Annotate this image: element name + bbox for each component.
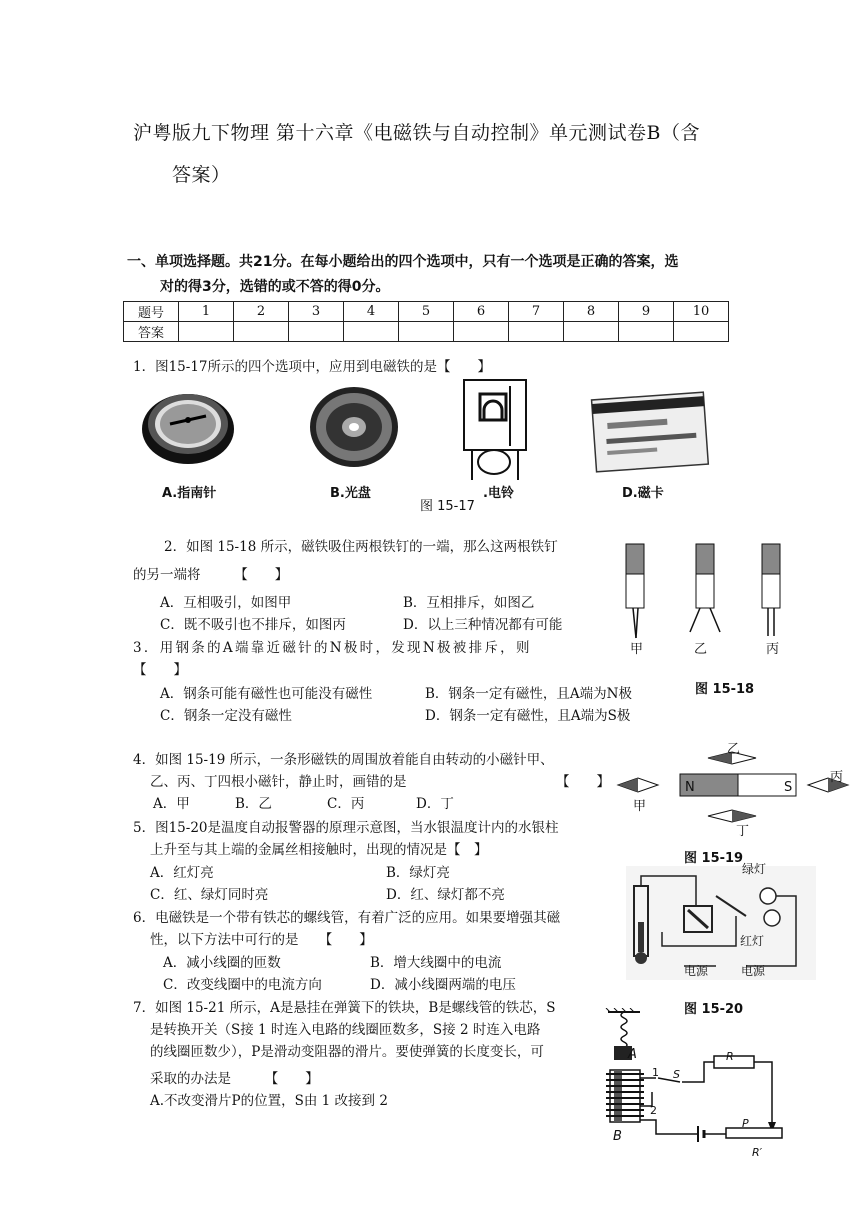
figure-15-18-label-bing: 丙 — [766, 642, 780, 657]
fig21-label-2: 2 — [650, 1104, 657, 1117]
question-4-line2: 乙、丙、丁四根小磁针，静止时，画错的是 — [150, 774, 407, 790]
section-heading-line1: 一、单项选择题。共21分。在每小题给出的四个选项中，只有一个选项是正确的答案，选 — [127, 254, 679, 270]
table-cell-number: 1 — [179, 302, 234, 322]
question-7-line4: 采取的办法是 【 】 — [150, 1071, 319, 1087]
fig21-label-s: S — [673, 1068, 680, 1081]
question-6-option-c: C．改变线圈中的电流方向 — [163, 977, 322, 993]
bell-image — [462, 376, 530, 486]
fig21-label-a: A — [628, 1047, 637, 1062]
green-lamp-label: 绿灯 — [742, 862, 767, 876]
table-header-label: 题号 — [124, 302, 179, 322]
fig21-label-p: P — [742, 1117, 749, 1130]
question-7-line1: 7．如图 15-21 所示，A是悬挂在弹簧下的铁块，B是螺线管的铁芯，S — [133, 1000, 556, 1016]
table-cell-number: 5 — [399, 302, 454, 322]
answer-cell[interactable] — [564, 322, 619, 342]
question-2-line1: 2．如图 15-18 所示，磁铁吸住两根铁钉的一端，那么这两根铁钉 — [164, 539, 558, 555]
question-3-option-d: D．钢条一定有磁性，且A端为S极 — [425, 708, 631, 724]
question-3-line1: 3．用钢条的A端靠近磁针的N极时，发现N极被排斥，则 — [133, 640, 532, 656]
table-cell-number: 7 — [509, 302, 564, 322]
answer-cell[interactable] — [454, 322, 509, 342]
table-cell-number: 2 — [234, 302, 289, 322]
question-4-line1: 4．如图 15-19 所示，一条形磁铁的周围放着能自由转动的小磁针甲、 — [133, 752, 554, 768]
question-3-option-b: B．钢条一定有磁性，且A端为N极 — [425, 686, 632, 702]
figure-15-18-label-yi: 乙 — [694, 642, 708, 657]
answer-cell[interactable] — [509, 322, 564, 342]
option-a-label: A.指南针 — [162, 486, 217, 501]
figure-15-19-label-ding: 丁 — [736, 824, 750, 839]
question-6-option-b: B．增大线圈中的电流 — [370, 955, 502, 971]
question-7-option-a: A.不改变滑片P的位置，S由 1 改接到 2 — [150, 1093, 388, 1109]
table-row-numbers — [124, 302, 729, 322]
answer-cell[interactable] — [234, 322, 289, 342]
compass-image — [140, 384, 236, 466]
question-4-option-b: B．乙 — [235, 796, 272, 812]
question-1-text: 1．图15-17所示的四个选项中，应用到电磁铁的是【 】 — [133, 359, 492, 375]
fig21-label-rprime: R′ — [752, 1146, 763, 1159]
card-image — [588, 390, 712, 476]
question-2-line2: 的另一端将 【 】 — [133, 567, 289, 583]
question-6-line2: 性，以下方法中可行的是 【 】 — [150, 932, 373, 948]
figure-15-19-caption: 图 15-19 — [684, 851, 744, 866]
question-2-option-d: D．以上三种情况都有可能 — [403, 617, 563, 633]
question-7-line2: 是转换开关（S接 1 时连入电路的线圈匝数多，S接 2 时连入电路 — [150, 1022, 541, 1038]
figure-15-19-label-bing: 丙 — [830, 770, 844, 785]
figure-15-20-caption: 图 15-20 — [684, 1002, 744, 1017]
figure-15-20-alarm-circuit — [626, 866, 816, 980]
figure-15-19-label-jia: 甲 — [633, 799, 647, 814]
answer-cell[interactable] — [674, 322, 729, 342]
question-7-line3: 的线圈匝数少），P是滑动变阻器的滑片。要使弹簧的长度变长，可 — [150, 1044, 544, 1060]
figure-15-17-caption: 图 15-17 — [420, 499, 475, 514]
question-2-option-a: A．互相吸引，如图甲 — [160, 595, 292, 611]
disc-image — [306, 384, 402, 470]
power-source-2-label: 电源 — [741, 964, 766, 978]
fig21-label-b: B — [613, 1129, 622, 1144]
question-4-option-d: D．丁 — [416, 796, 454, 812]
table-answer-label: 答案 — [124, 322, 179, 342]
question-5-option-a: A．红灯亮 — [150, 865, 214, 881]
question-5-option-d: D．红、绿灯都不亮 — [386, 887, 505, 903]
answer-cell[interactable] — [619, 322, 674, 342]
table-cell-number: 4 — [344, 302, 399, 322]
section-heading-line2: 对的得3分，选错的或不答的得0分。 — [160, 279, 390, 295]
figure-15-19-label-yi: 乙 — [727, 742, 741, 757]
table-cell-number: 8 — [564, 302, 619, 322]
answer-cell[interactable] — [344, 322, 399, 342]
option-b-label: B.光盘 — [330, 486, 371, 501]
fig21-label-r: R — [726, 1050, 734, 1063]
question-5-option-c: C．红、绿灯同时亮 — [150, 887, 269, 903]
question-3-option-a: A．钢条可能有磁性也可能没有磁性 — [160, 686, 373, 702]
answer-cell[interactable] — [179, 322, 234, 342]
fig21-label-1: 1 — [652, 1066, 659, 1079]
table-cell-number: 6 — [454, 302, 509, 322]
figure-15-18-label-jia: 甲 — [630, 642, 644, 657]
page-title-line2: 答案） — [172, 164, 231, 186]
page-title-line1: 沪粤版九下物理 第十六章《电磁铁与自动控制》单元测试卷B（含 — [133, 122, 701, 144]
question-3-line2: 【 】 — [133, 662, 187, 678]
question-4-bracket: 【 】 — [556, 774, 610, 790]
question-2-option-b: B．互相排斥，如图乙 — [403, 595, 535, 611]
table-cell-number: 3 — [289, 302, 344, 322]
question-4-option-c: C．丙 — [327, 796, 365, 812]
table-row-answers — [124, 322, 729, 342]
question-5-line2: 上升至与其上端的金属丝相接触时，出现的情况是【 】 — [150, 842, 488, 858]
figure-15-19-bar-magnet — [614, 748, 854, 828]
figure-15-18-caption: 图 15-18 — [695, 682, 755, 697]
answer-table — [123, 301, 729, 342]
red-lamp-label: 红灯 — [740, 934, 765, 948]
table-cell-number: 10 — [674, 302, 729, 322]
question-6-line1: 6．电磁铁是一个带有铁芯的螺线管，有着广泛的应用。如果要增强其磁 — [133, 910, 561, 926]
option-d-label: D.磁卡 — [622, 486, 664, 501]
question-6-option-d: D．减小线圈两端的电压 — [370, 977, 516, 993]
question-2-option-c: C．既不吸引也不排斥，如图丙 — [160, 617, 346, 633]
table-cell-number: 9 — [619, 302, 674, 322]
question-6-option-a: A．减小线圈的匝数 — [163, 955, 281, 971]
magnet-n-label: N — [685, 780, 695, 795]
magnet-s-label: S — [784, 780, 793, 795]
answer-cell[interactable] — [399, 322, 454, 342]
question-5-line1: 5．图15-20是温度自动报警器的原理示意图，当水银温度计内的水银柱 — [133, 820, 559, 836]
question-4-option-a: A．甲 — [153, 796, 190, 812]
option-c-label: .电铃 — [483, 486, 514, 501]
question-5-option-b: B．绿灯亮 — [386, 865, 450, 881]
figure-15-21-circuit — [596, 1008, 796, 1158]
answer-cell[interactable] — [289, 322, 344, 342]
power-source-1-label: 电源 — [684, 964, 709, 978]
question-3-option-c: C．钢条一定没有磁性 — [160, 708, 292, 724]
